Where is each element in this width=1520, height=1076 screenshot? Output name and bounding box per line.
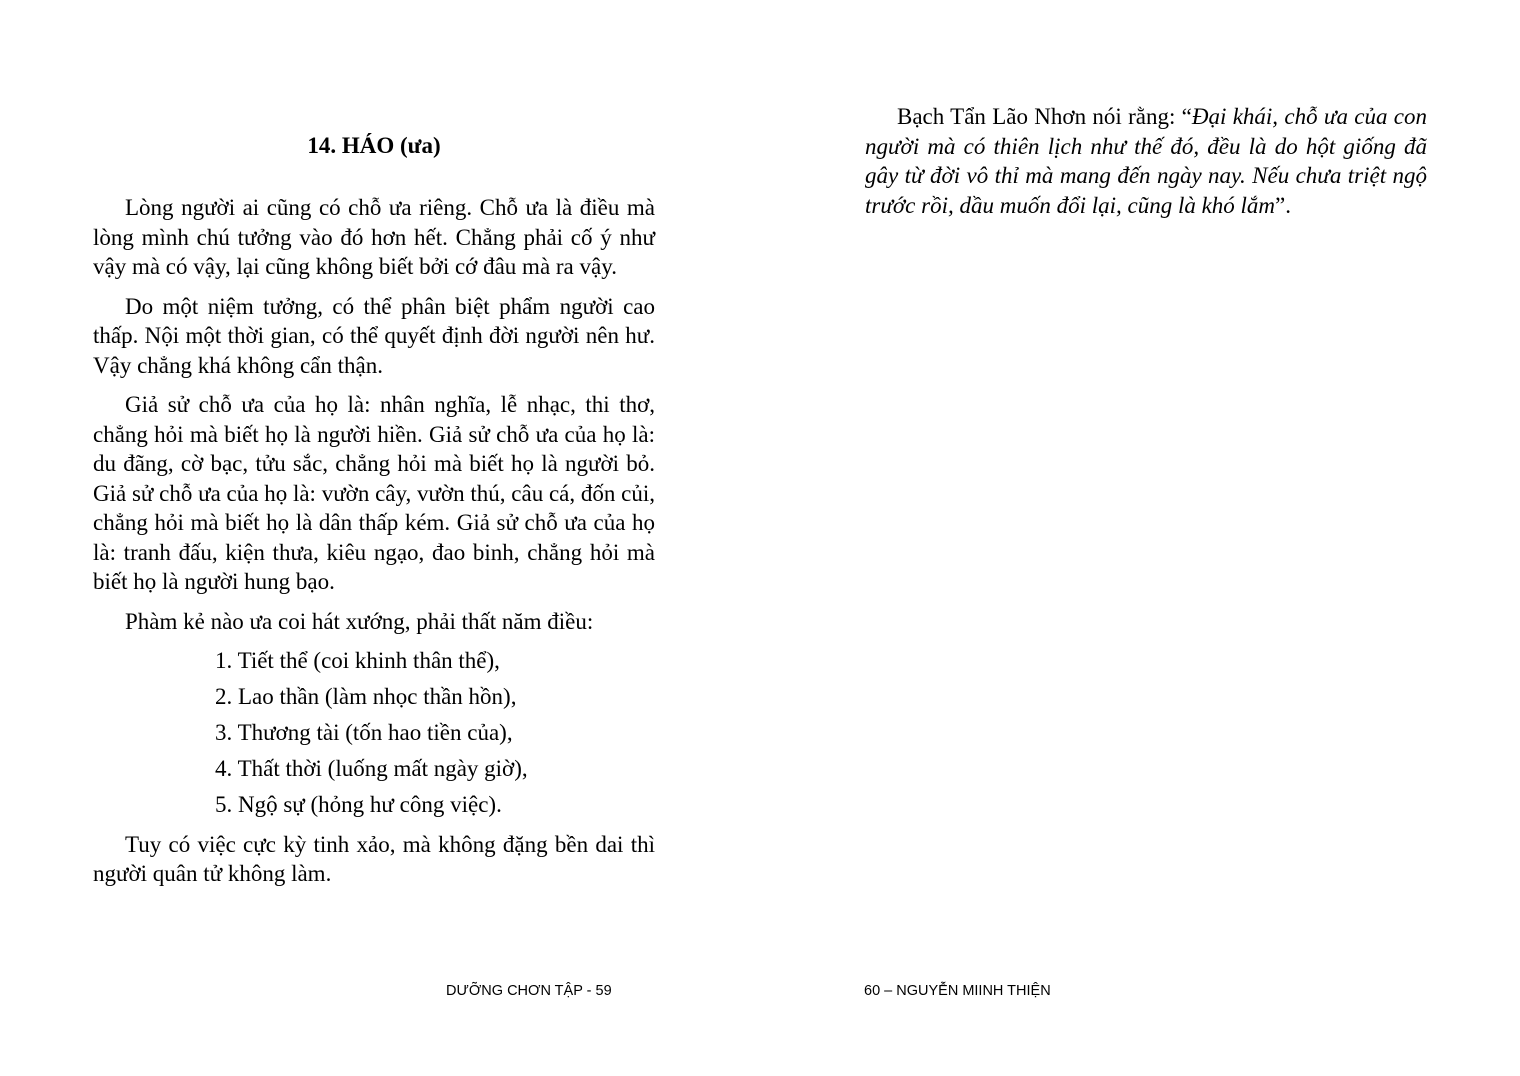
list-item: 4. Thất thời (luống mất ngày giờ), [215,756,528,781]
right-page-body [865,102,1427,230]
numbered-list [93,646,655,820]
paragraph: Phàm kẻ nào ưa coi hát xướng, phải thất năm điều: [125,608,594,634]
paragraph: Giả sử chỗ ưa của họ là: nhân nghĩa, lễ nhạc, thi thơ, chẳng hỏi mà biết họ là người hiền. Giả sử chỗ ưa của họ là: du đãng, cờ bạc, tửu sắc, chẳng hỏi mà biết họ là người bỏ. Giả sử chỗ ưa của họ là: vườn cây, vườn thú, câu cá, đốn củi, chẳng hỏi mà biết họ là dân thấp kém. Giả sử chỗ ưa của họ là: tranh đấu, kiện thưa, kiêu ngạo, đao binh, chẳng hỏi mà biết họ là người hung bạo. [93,392,655,594]
chapter-title: 14. HÁO (ưa) [307,133,441,158]
right-page [760,0,1520,1076]
page-footer-right: 60 – NGUYỄN MIINH THIỆN [864,983,1051,999]
left-page-body [93,193,655,899]
quote-paragraph [865,102,1427,220]
closing-paragraph: Tuy có việc cực kỳ tinh xảo, mà không đặng bền dai thì người quân tử không làm. [93,831,655,886]
list-item: 1. Tiết thể (coi khinh thân thể), [215,648,500,673]
quote-intro: Bạch Tẩn Lão Nhơn nói rằng: “ [897,104,1192,129]
list-item: 3. Thương tài (tốn hao tiền của), [215,720,513,745]
page-footer-left: DƯỠNG CHƠN TẬP - 59 [446,983,612,999]
list-item: 5. Ngộ sự (hỏng hư công việc). [215,792,502,817]
paragraph: Do một niệm tưởng, có thể phân biệt phẩm người cao thấp. Nội một thời gian, có thể quyết định đời người nên hư. Vậy chẳng khá không cẩn thận. [93,293,655,378]
list-item: 2. Lao thần (làm nhọc thần hồn), [215,684,517,709]
quote-end: ”. [1275,192,1292,218]
paragraph: Lòng người ai cũng có chỗ ưa riêng. Chỗ ưa là điều mà lòng mình chú tưởng vào đó hơn hết. Chẳng phải cố ý như vậy mà có vậy, lại cũng không biết bởi cớ đâu mà ra vậy. [93,195,655,279]
quote-text: Đại khái, chỗ ưa của con người mà có thiên lịch như thế đó, đều là do hột giống đã gây từ đời vô thỉ mà mang đến ngày nay. Nếu chưa triệt ngộ trước rồi, dầu muốn đổi lại, cũng là khó lắm [865,104,1427,218]
